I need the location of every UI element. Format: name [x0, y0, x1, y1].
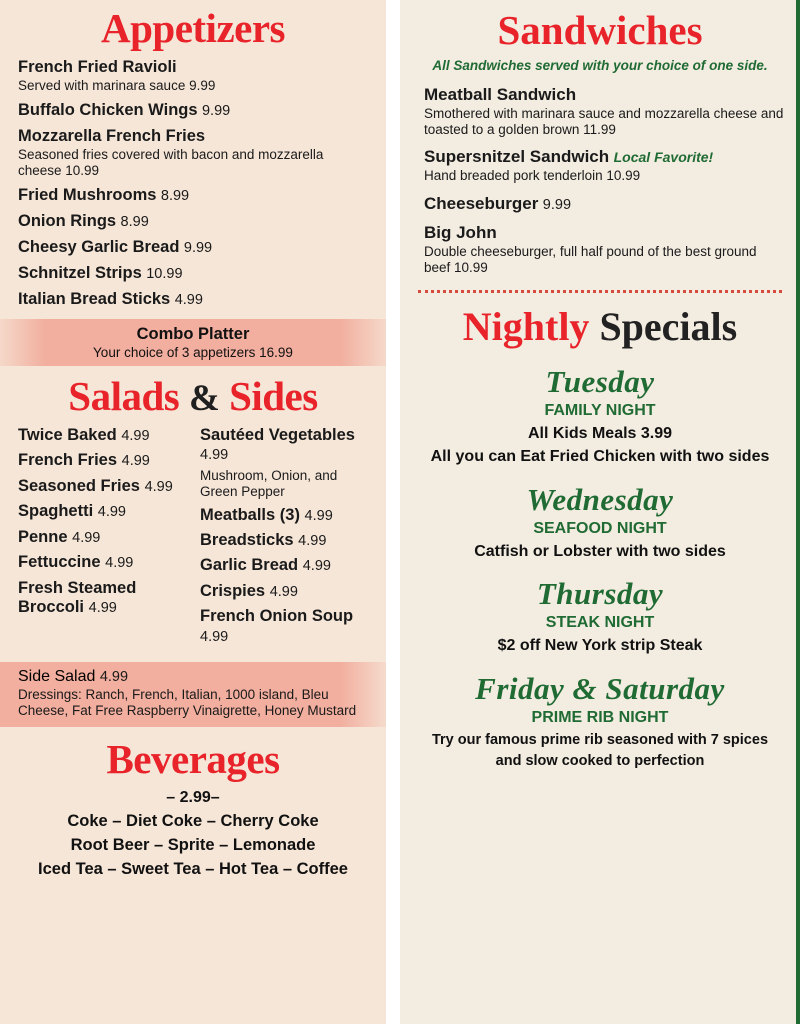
item-name: Fresh Steamed Broccoli: [18, 578, 137, 617]
menu-item: [18, 101, 368, 120]
item-price: 4.99: [269, 583, 298, 600]
list-item: [18, 502, 186, 521]
item-price: 4.99: [298, 533, 327, 550]
day-subtitle: STEAK NIGHT: [545, 614, 655, 632]
day-subtitle: SEAFOOD NIGHT: [533, 519, 667, 537]
list-item: [200, 531, 368, 550]
item-desc: Mushroom, Onion, and Green Pepper: [200, 467, 338, 499]
item-price: 4.99: [97, 504, 126, 521]
salads-column-1: [18, 426, 186, 653]
list-item: [200, 556, 368, 575]
item-price: 9.99: [201, 102, 231, 119]
item-price: 10.99: [146, 265, 183, 282]
list-item: [18, 579, 186, 618]
special-day: [414, 576, 786, 657]
side-salad-price: 4.99: [99, 669, 129, 686]
item-desc: Seasoned fries covered with bacon and mozzarella cheese 10.99: [18, 146, 324, 178]
nightly-specials-heading: [414, 303, 786, 350]
item-desc: Double cheeseburger, full half pound of the best ground beef 10.99: [424, 243, 757, 275]
day-line: All you can Eat Fried Chicken with two sides: [430, 447, 770, 465]
combo-desc: Your choice of 3 appetizers 16.99: [93, 344, 293, 360]
item-price: 4.99: [121, 453, 150, 470]
item-tag: Local Favorite!: [613, 149, 714, 166]
menu-item: [18, 127, 368, 179]
item-name: Twice Baked: [18, 425, 117, 444]
item-name: French Fried Ravioli: [18, 58, 177, 76]
item-desc: Smothered with marinara sauce and mozzarella cheese and toasted to a golden brown 11.99: [424, 106, 784, 138]
item-name: French Fries: [18, 451, 118, 470]
beverages-price: – 2.99–: [166, 789, 220, 807]
item-name: Meatballs (3): [200, 505, 300, 524]
special-day: [414, 364, 786, 468]
right-column: [400, 0, 800, 1024]
menu-item: [414, 85, 786, 138]
salads-columns: [18, 426, 368, 653]
item-price: 4.99: [72, 529, 101, 546]
salads-column-2: [200, 426, 368, 653]
ampersand: &: [188, 377, 220, 419]
day-line: Catfish or Lobster with two sides: [474, 542, 726, 560]
day-subtitle: FAMILY NIGHT: [544, 401, 656, 419]
item-name: Penne: [18, 527, 68, 546]
dotted-divider: [418, 290, 782, 293]
item-name: Schnitzel Strips: [18, 263, 142, 282]
list-item: [200, 506, 368, 525]
menu-item: [18, 58, 368, 94]
list-item: [200, 607, 368, 646]
item-price: 4.99: [302, 558, 331, 575]
column-divider: [386, 0, 400, 1024]
list-item: [18, 528, 186, 547]
list-item: [200, 426, 368, 465]
beverages-line: Coke – Diet Coke – Cherry Coke: [67, 812, 319, 831]
item-name: Supersnitzel Sandwich: [424, 147, 610, 167]
list-item: [18, 477, 186, 496]
item-price: 4.99: [174, 291, 203, 308]
item-price: 4.99: [200, 447, 229, 464]
item-name: Crispies: [200, 581, 266, 600]
day-line: All Kids Meals 3.99: [527, 424, 673, 442]
item-name: Big John: [424, 222, 497, 242]
combo-title: Combo Platter: [136, 324, 250, 343]
item-name: Meatball Sandwich: [424, 85, 577, 104]
menu-item: [414, 147, 786, 184]
item-name: Mozzarella French Fries: [18, 126, 206, 145]
item-desc: Hand breaded pork tenderloin 10.99: [424, 168, 641, 184]
special-day: [414, 482, 786, 563]
list-item: [200, 582, 368, 601]
menu-item: [18, 290, 368, 309]
item-price: 8.99: [120, 213, 149, 230]
menu-item: [414, 194, 786, 214]
item-price: 9.99: [542, 196, 572, 213]
list-item: [18, 451, 186, 470]
menu-item: [18, 212, 368, 231]
item-name: Seasoned Fries: [18, 476, 140, 495]
menu-item: [18, 238, 368, 257]
specials-word: Specials: [599, 303, 738, 349]
item-price: 9.99: [183, 239, 213, 256]
list-item: [18, 553, 186, 572]
item-name: Spaghetti: [18, 502, 94, 521]
day-subtitle: PRIME RIB NIGHT: [531, 709, 669, 727]
day-line: $2 off New York strip Steak: [497, 637, 703, 655]
menu-item: [414, 223, 786, 276]
combo-platter-band: [0, 319, 386, 366]
salads-sides-heading: [18, 372, 368, 420]
beverages-line: Root Beer – Sprite – Lemonade: [70, 836, 316, 855]
sandwiches-note: All Sandwiches served with your choice of one side.: [432, 58, 768, 73]
day-name: Wednesday: [526, 481, 674, 517]
day-name: Tuesday: [545, 363, 655, 399]
item-price: 4.99: [88, 600, 117, 617]
item-name: Sautéed Vegetables: [200, 425, 355, 444]
item-price: 4.99: [200, 628, 229, 645]
side-salad-dressings: Dressings: Ranch, French, Italian, 1000 island, Bleu Cheese, Fat Free Raspberry Vinaigrette, Honey Mustard: [18, 687, 357, 719]
side-salad-title-row: [18, 668, 368, 686]
item-name: French Onion Soup: [200, 607, 354, 626]
side-salad-band: [0, 662, 386, 727]
appetizers-heading: Appetizers: [100, 5, 285, 51]
special-day: [414, 671, 786, 771]
list-item: [18, 426, 186, 445]
item-name: Cheesy Garlic Bread: [18, 237, 180, 256]
item-name: Onion Rings: [18, 211, 117, 230]
item-name: Fettuccine: [18, 553, 101, 572]
day-name: Thursday: [536, 576, 664, 612]
item-price: 4.99: [144, 478, 173, 495]
item-name: Garlic Bread: [200, 556, 299, 575]
item-name: Buffalo Chicken Wings: [18, 100, 198, 119]
day-line: Try our famous prime rib seasoned with 7 spices: [431, 732, 769, 749]
side-salad-title: Side Salad: [18, 668, 96, 686]
item-name: Fried Mushrooms: [18, 185, 157, 204]
menu-item: [18, 186, 368, 205]
beverages-heading: Beverages: [106, 736, 280, 783]
sandwiches-heading: Sandwiches: [497, 7, 703, 53]
sides-word: Sides: [229, 372, 318, 419]
day-name: Friday & Saturday: [475, 671, 725, 707]
item-name: Breadsticks: [200, 531, 294, 550]
item-price: 4.99: [304, 507, 333, 524]
item-name: Italian Bread Sticks: [18, 289, 171, 308]
menu-item: [18, 264, 368, 283]
item-price: 4.99: [105, 555, 134, 572]
left-column: [0, 0, 386, 1024]
salads-word: Salads: [68, 372, 180, 419]
beverages-line: Iced Tea – Sweet Tea – Hot Tea – Coffee: [38, 860, 348, 879]
item-price: 8.99: [160, 187, 190, 204]
day-line: and slow cooked to perfection: [495, 752, 705, 769]
item-price: 4.99: [121, 427, 150, 444]
item-name: Cheeseburger: [424, 193, 539, 213]
item-desc: Served with marinara sauce 9.99: [18, 78, 216, 93]
nightly-word: Nightly: [462, 303, 590, 349]
